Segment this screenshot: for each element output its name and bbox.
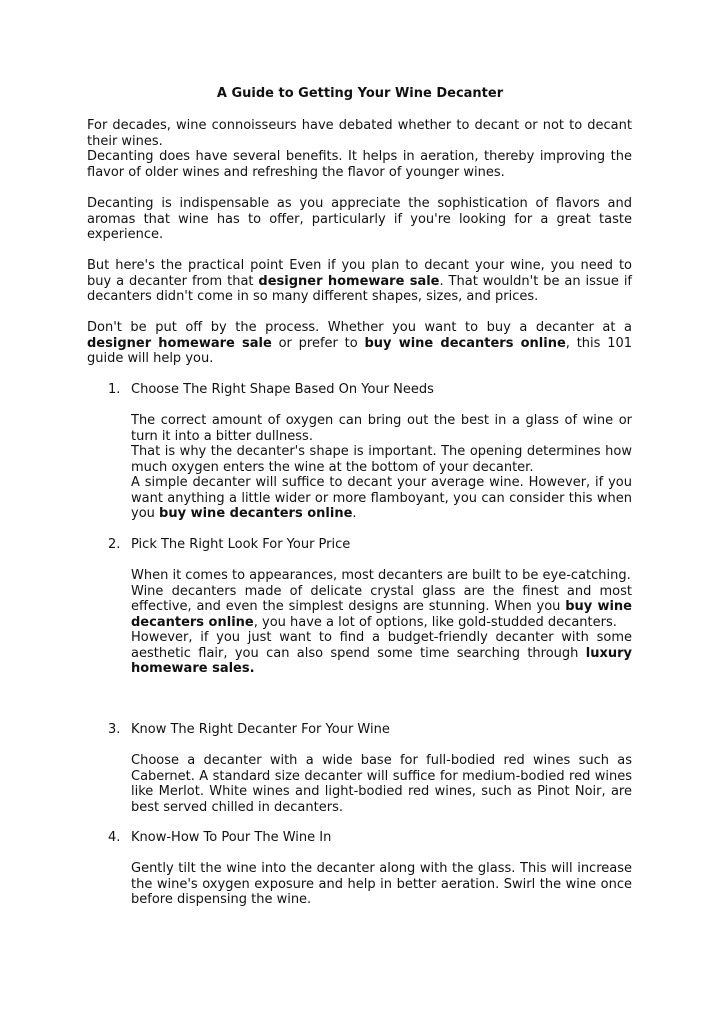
intro-text-4-mid: or prefer to xyxy=(271,335,365,351)
section-1-heading: Choose The Right Shape Based On Your Needs xyxy=(131,382,434,397)
section-2-text-2 xyxy=(131,584,632,631)
section-1-text-3 xyxy=(131,475,632,522)
section-1-text-3-post: . xyxy=(352,506,357,521)
section-1-text-2: That is why the decanter's shape is important. The opening determines how much oxygen enters the wine at the bottom of your decanter. xyxy=(131,444,632,475)
section-2-text-3 xyxy=(131,630,632,677)
intro-text-3-pre: But here's the practical point Even if you plan to decant your wine, you need to buy a decanter from that xyxy=(87,258,632,289)
intro-text-3-post: . That wouldn't be an issue if decanters didn't come in so many different shapes, sizes, and prices. xyxy=(87,273,633,304)
list-number-4: 4. xyxy=(108,830,121,845)
section-2-body xyxy=(131,568,632,677)
section-1-text-3-pre: A simple decanter will suffice to decant your average wine. However, if you want anything a little wider or more flamboyant, you can consider this when you xyxy=(131,475,632,521)
designer-homeware-sale-link-2[interactable]: designer homeware sale xyxy=(87,335,272,351)
page-title: A Guide to Getting Your Wine Decanter xyxy=(216,86,504,101)
section-2-text-3-pre: However, if you just want to find a budget-friendly decanter with some aesthetic flair, you can also spend some time searching through xyxy=(131,630,632,661)
section-2-text-2-pre: Wine decanters made of delicate crystal glass are the finest and most effective, and even the simplest designs are stunning. When you xyxy=(131,583,632,614)
intro-paragraph-4 xyxy=(87,320,632,367)
list-number-1: 1. xyxy=(108,382,121,397)
section-2-text-2-post: , you have a lot of options, like gold-studded decanters. xyxy=(253,614,617,630)
section-1-text-1: The correct amount of oxygen can bring out the best in a glass of wine or turn it into a bitter dullness. xyxy=(131,413,632,444)
section-2-text-1: When it comes to appearances, most decanters are built to be eye-catching. xyxy=(131,568,631,583)
intro-text-1b: Decanting does have several benefits. It helps in aeration, thereby improving the flavor of older wines and refreshing the flavor of younger wines. xyxy=(87,149,632,180)
section-1-body xyxy=(131,413,632,522)
designer-homeware-sale-link[interactable]: designer homeware sale xyxy=(258,273,440,289)
section-2-heading: Pick The Right Look For Your Price xyxy=(131,537,351,552)
intro-text-4-post: , this 101 guide will help you. xyxy=(87,335,633,366)
buy-wine-decanters-online-link[interactable]: buy wine decanters online xyxy=(364,335,566,351)
section-3-body: Choose a decanter with a wide base for full-bodied red wines such as Cabernet. A standard size decanter will suffice for medium-bodied red wines like Merlot. White wines and light-bodied red wines, such as Pinot Noir, are best served chilled in decanters. xyxy=(131,753,632,815)
buy-wine-decanters-online-link-2[interactable]: buy wine decanters online xyxy=(159,506,353,521)
buy-wine-decanters-online-link-3[interactable]: buy wine decanters online xyxy=(131,599,632,630)
intro-paragraph-1 xyxy=(87,118,632,180)
list-number-3: 3. xyxy=(108,722,121,737)
intro-text-4-pre: Don't be put off by the process. Whether you want to buy a decanter at a xyxy=(87,320,632,335)
section-4-heading: Know-How To Pour The Wine In xyxy=(131,830,332,845)
list-number-2: 2. xyxy=(108,537,121,552)
intro-text-1a: For decades, wine connoisseurs have debated whether to decant or not to decant their wines. xyxy=(87,118,632,149)
section-4-body: Gently tilt the wine into the decanter along with the glass. This will increase the wine's oxygen exposure and help in better aeration. Swirl the wine once before dispensing the wine. xyxy=(131,861,632,907)
luxury-homeware-sales-link[interactable]: luxury homeware sales. xyxy=(131,645,632,676)
intro-paragraph-3 xyxy=(87,258,632,305)
section-3-heading: Know The Right Decanter For Your Wine xyxy=(131,722,390,737)
intro-paragraph-2: Decanting is indispensable as you appreciate the sophistication of flavors and aromas that wine has to offer, particularly if you're looking for a great taste experience. xyxy=(87,196,632,242)
